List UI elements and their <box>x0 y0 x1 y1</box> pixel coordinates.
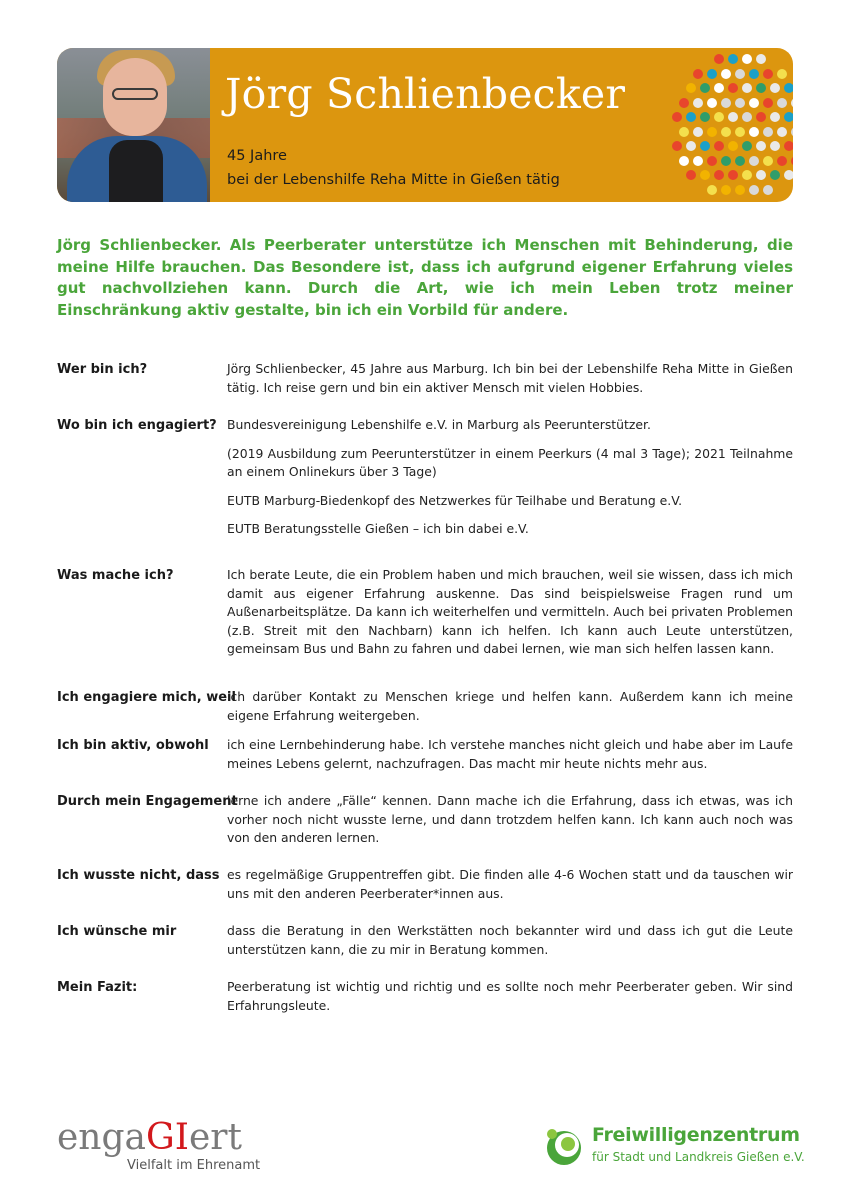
detail-paragraph: EUTB Marburg-Biedenkopf des Netzwerkes für Teilhabe und Beratung e.V. <box>227 492 683 508</box>
decorative-dot <box>784 141 793 151</box>
decorative-dot <box>735 156 745 166</box>
decorative-dot <box>791 127 793 137</box>
decorative-dot <box>707 185 717 195</box>
profile-header <box>57 48 793 202</box>
intro-text: Jörg Schlienbecker. Als Peerberater unterstütze ich Menschen mit Behinderung, die meine Hilfe brauchen. Das Besondere ist, dass ich aufgrund eigener Erfahrung vieles gut nachvollziehen kann. Durch die Art, wie ich mein Leben trotz meiner Einschränkung aktiv gestalte, bin ich ein Vorbild für andere. <box>57 236 793 319</box>
decorative-dot <box>686 83 696 93</box>
decorative-dot <box>763 69 773 79</box>
decorative-dot <box>791 98 793 108</box>
logo-tagline: Vielfalt im Ehrenamt <box>127 1158 261 1173</box>
decorative-dot <box>679 127 689 137</box>
decorative-dot <box>735 185 745 195</box>
detail-text <box>227 978 793 1025</box>
detail-paragraph: dass die Beratung in den Werkstätten noch bekannter wird und dass ich gut die Leute unterstützen kann, die zu mir in Beratung kommen. <box>227 923 793 957</box>
decorative-dot <box>700 170 710 180</box>
detail-label: Wo bin ich engagiert? <box>57 418 217 433</box>
detail-label: Wer bin ich? <box>57 362 148 377</box>
detail-paragraph: ich eine Lernbehinderung habe. Ich verstehe manches nicht gleich und habe aber im Laufe meines Lebens gelernt, nachzufragen. Das macht mir heute nichts mehr aus. <box>227 737 793 771</box>
profile-photo <box>57 48 210 202</box>
decorative-dot <box>714 83 724 93</box>
decorative-dot <box>700 83 710 93</box>
decorative-dot <box>749 98 759 108</box>
decorative-dot <box>742 170 752 180</box>
detail-paragraph: Bundesvereinigung Lebenshilfe e.V. in Marburg als Peerunterstützer. <box>227 417 651 432</box>
decorative-dot <box>700 112 710 122</box>
decorative-dot <box>735 127 745 137</box>
detail-text <box>227 688 793 735</box>
decorative-dot <box>777 69 787 79</box>
decorative-dot <box>707 69 717 79</box>
detail-label: Ich wünsche mir <box>57 924 177 939</box>
decorative-dot <box>784 83 793 93</box>
detail-text <box>227 866 793 913</box>
decorative-dot <box>693 156 703 166</box>
decorative-dot <box>714 112 724 122</box>
decorative-dot <box>777 156 787 166</box>
detail-paragraph: Peerberatung ist wichtig und richtig und es sollte noch mehr Peerberater geben. Wir sind Erfahrungsleute. <box>227 979 793 1013</box>
decorative-dot <box>686 112 696 122</box>
detail-paragraph: Jörg Schlienbecker, 45 Jahre aus Marburg. Ich bin bei der Lebenshilfe Reha Mitte in Gießen tätig. Ich reise gern und bin ein aktiver Mensch mit vielen Hobbies. <box>227 361 793 395</box>
decorative-dot <box>742 54 752 64</box>
decorative-dot <box>721 98 731 108</box>
decorative-dot <box>728 141 738 151</box>
decorative-dot <box>721 69 731 79</box>
decorative-dots <box>664 48 793 202</box>
detail-paragraph: es regelmäßige Gruppentreffen gibt. Die finden alle 4-6 Wochen statt und da tauschen wir uns mit den anderen Peerberater*innen aus. <box>227 867 793 901</box>
decorative-dot <box>714 54 724 64</box>
decorative-dot <box>756 170 766 180</box>
decorative-dot <box>742 112 752 122</box>
decorative-dot <box>672 141 682 151</box>
decorative-dot <box>763 127 773 137</box>
decorative-dot <box>721 127 731 137</box>
decorative-dot <box>714 141 724 151</box>
decorative-dot <box>742 141 752 151</box>
decorative-dot <box>735 98 745 108</box>
detail-text <box>227 360 793 407</box>
org-subtitle: für Stadt und Landkreis Gießen e.V. <box>592 1150 805 1164</box>
decorative-dot <box>707 127 717 137</box>
decorative-dot <box>714 170 724 180</box>
decorative-dot <box>756 54 766 64</box>
engagiert-logo <box>57 1117 261 1173</box>
decorative-dot <box>693 69 703 79</box>
age-line: 45 Jahre <box>227 148 287 164</box>
detail-paragraph: Ich berate Leute, die ein Problem haben und mich brauchen, weil sie wissen, dass ich mich damit aus eigener Erfahrung auskenne. Das sind beispielsweise Fragen rund um Außenarbeitsplätze. Da kann ich weiterhelfen und vermitteln. Auch bei privaten Problemen (z.B. Streit mit den Nachbarn) kann ich helfen. Ich kann auch Leute unterstützen, gemeinsam Bus und Bahn zu fahren und dabei lernen, wie man sich helfen lassen kann. <box>227 567 793 656</box>
detail-paragraph: lerne ich andere „Fälle“ kennen. Dann mache ich die Erfahrung, dass ich etwas, was ich vorher noch nicht wusste lerne, und dann trotzdem helfen kann. Ich kann auch noch was von den anderen lernen. <box>227 793 793 845</box>
detail-label: Ich engagiere mich, weil <box>57 690 236 705</box>
decorative-dot <box>749 69 759 79</box>
decorative-dot <box>728 170 738 180</box>
detail-paragraph: (2019 Ausbildung zum Peerunterstützer in einem Peerkurs (4 mal 3 Tage); 2021 Teilnahme an einem Onlinekurs über 3 Tage) <box>227 445 793 479</box>
decorative-dot <box>777 98 787 108</box>
decorative-dot <box>784 170 793 180</box>
decorative-dot <box>756 83 766 93</box>
decorative-dot <box>777 127 787 137</box>
decorative-dot <box>693 98 703 108</box>
decorative-dot <box>756 141 766 151</box>
decorative-dot <box>784 112 793 122</box>
detail-text <box>227 736 793 783</box>
decorative-dot <box>749 156 759 166</box>
detail-paragraph: EUTB Beratungsstelle Gießen – ich bin dabei e.V. <box>227 521 529 536</box>
decorative-dot <box>679 98 689 108</box>
decorative-dot <box>707 156 717 166</box>
decorative-dot <box>763 156 773 166</box>
decorative-dot <box>770 141 780 151</box>
decorative-dot <box>770 112 780 122</box>
decorative-dot <box>728 112 738 122</box>
detail-label: Ich wusste nicht, dass <box>57 868 220 883</box>
decorative-dot <box>721 156 731 166</box>
logo-text-c: ert <box>188 1117 242 1158</box>
decorative-dot <box>686 141 696 151</box>
detail-text <box>227 792 793 858</box>
logo-text-a: enga <box>57 1117 146 1158</box>
detail-label: Ich bin aktiv, obwohl <box>57 738 209 753</box>
detail-label: Mein Fazit: <box>57 980 138 995</box>
person-info <box>227 144 560 192</box>
decorative-dot <box>728 54 738 64</box>
detail-paragraph: ich darüber Kontakt zu Menschen kriege und helfen kann. Außerdem kann ich meine eigene Erfahrung weitergeben. <box>227 689 793 723</box>
decorative-dot <box>756 112 766 122</box>
decorative-dot <box>742 83 752 93</box>
freiwilligenzentrum-logo <box>544 1124 805 1174</box>
detail-text <box>227 922 793 969</box>
decorative-dot <box>693 127 703 137</box>
detail-text <box>227 566 793 669</box>
detail-label: Was mache ich? <box>57 568 174 583</box>
decorative-dot <box>679 156 689 166</box>
decorative-dot <box>763 98 773 108</box>
decorative-dot <box>700 141 710 151</box>
detail-label: Durch mein Engagement <box>57 794 238 809</box>
decorative-dot <box>721 185 731 195</box>
work-line: bei der Lebenshilfe Reha Mitte in Gießen tätig <box>227 172 560 188</box>
decorative-dot <box>791 156 793 166</box>
decorative-dot <box>749 185 759 195</box>
decorative-dot <box>707 98 717 108</box>
decorative-dot <box>672 112 682 122</box>
decorative-dot <box>763 185 773 195</box>
logo-text-gi: GI <box>146 1117 189 1158</box>
decorative-dot <box>728 83 738 93</box>
decorative-dot <box>749 127 759 137</box>
person-name: Jörg Schlienbecker <box>225 70 626 118</box>
decorative-dot <box>686 170 696 180</box>
decorative-dot <box>770 83 780 93</box>
detail-text <box>227 416 793 549</box>
freiwilligenzentrum-icon <box>544 1126 584 1166</box>
org-name: Freiwilligenzentrum <box>592 1124 800 1146</box>
decorative-dot <box>735 69 745 79</box>
decorative-dot <box>770 170 780 180</box>
